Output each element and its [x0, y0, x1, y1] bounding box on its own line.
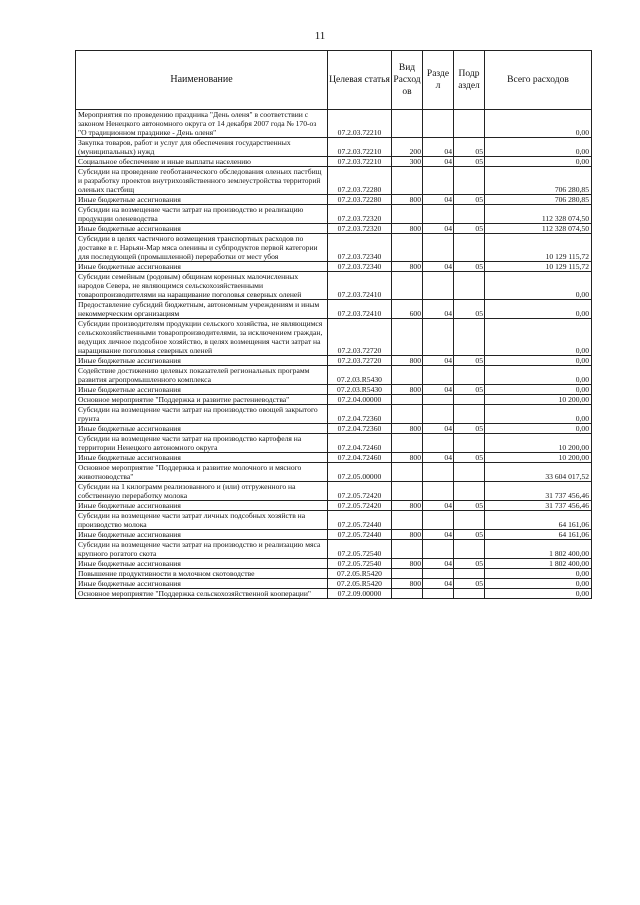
cell-target: 07.2.05.72420 — [328, 482, 392, 501]
cell-section — [423, 463, 454, 482]
cell-total: 64 161,06 — [485, 511, 592, 530]
cell-type: 200 — [392, 138, 423, 157]
cell-type — [392, 405, 423, 424]
table-row — [76, 501, 592, 511]
cell-target: 07.2.03.72320 — [328, 205, 392, 224]
cell-name: Субсидии производителям продукции сельского хозяйства, не являющимся сельскохозяйственными товаропроизводителями, за исключением граждан, ведущих личное подсобное хозяйство, в целях возмещения части затрат на наращивание поголовья северных оленей — [76, 319, 328, 356]
cell-target: 07.2.03.72280 — [328, 195, 392, 205]
cell-subsection: 05 — [454, 195, 485, 205]
cell-section: 04 — [423, 224, 454, 234]
cell-target: 07.2.03.72340 — [328, 234, 392, 262]
table-header-row — [76, 51, 592, 110]
cell-subsection: 05 — [454, 224, 485, 234]
cell-section: 04 — [423, 138, 454, 157]
cell-target: 07.2.04.00000 — [328, 395, 392, 405]
cell-target: 07.2.03.72410 — [328, 272, 392, 300]
table-row — [76, 395, 592, 405]
cell-name: Иные бюджетные ассигнования — [76, 262, 328, 272]
cell-name: Социальное обеспечение и иные выплаты населению — [76, 157, 328, 167]
cell-type: 800 — [392, 579, 423, 589]
cell-section: 04 — [423, 530, 454, 540]
table-row — [76, 530, 592, 540]
cell-subsection: 05 — [454, 262, 485, 272]
cell-type: 800 — [392, 224, 423, 234]
cell-target: 07.2.03.72320 — [328, 224, 392, 234]
cell-total: 0,00 — [485, 272, 592, 300]
cell-type — [392, 234, 423, 262]
table-row — [76, 157, 592, 167]
cell-target: 07.2.03.R5430 — [328, 366, 392, 385]
cell-subsection — [454, 272, 485, 300]
table-row — [76, 511, 592, 530]
cell-type: 800 — [392, 195, 423, 205]
cell-type: 800 — [392, 501, 423, 511]
cell-name: Субсидии семейным (родовым) общинам коренных малочисленных народов Севера, не являющимся сельскохозяйственными товаропроизводителями на наращивание поголовья северных оленей — [76, 272, 328, 300]
table-row — [76, 482, 592, 501]
cell-type: 800 — [392, 424, 423, 434]
table-row — [76, 463, 592, 482]
cell-subsection — [454, 511, 485, 530]
cell-target: 07.2.05.72440 — [328, 511, 392, 530]
table-row — [76, 569, 592, 579]
cell-total: 0,00 — [485, 110, 592, 138]
cell-name: Иные бюджетные ассигнования — [76, 385, 328, 395]
cell-section: 04 — [423, 501, 454, 511]
cell-target: 07.2.03.72720 — [328, 319, 392, 356]
cell-total: 31 737 456,46 — [485, 482, 592, 501]
cell-subsection — [454, 205, 485, 224]
cell-target: 07.2.05.R5420 — [328, 579, 392, 589]
cell-type — [392, 110, 423, 138]
cell-name: Иные бюджетные ассигнования — [76, 356, 328, 366]
cell-type — [392, 540, 423, 559]
cell-type — [392, 366, 423, 385]
cell-total: 10 200,00 — [485, 453, 592, 463]
header-subsection: Подр аздел — [454, 51, 485, 110]
cell-total: 706 280,85 — [485, 195, 592, 205]
cell-subsection — [454, 366, 485, 385]
cell-total: 10 129 115,72 — [485, 262, 592, 272]
cell-section — [423, 482, 454, 501]
cell-type — [392, 395, 423, 405]
header-section: Разде л — [423, 51, 454, 110]
cell-subsection — [454, 540, 485, 559]
cell-subsection — [454, 434, 485, 453]
cell-subsection: 05 — [454, 501, 485, 511]
table-row — [76, 356, 592, 366]
table-row — [76, 424, 592, 434]
cell-section — [423, 234, 454, 262]
table-row — [76, 234, 592, 262]
cell-section — [423, 205, 454, 224]
cell-type: 800 — [392, 262, 423, 272]
cell-type — [392, 569, 423, 579]
cell-name: Иные бюджетные ассигнования — [76, 501, 328, 511]
table-row — [76, 224, 592, 234]
cell-total: 33 604 017,52 — [485, 463, 592, 482]
cell-total: 0,00 — [485, 300, 592, 319]
cell-name: Иные бюджетные ассигнования — [76, 424, 328, 434]
cell-total: 10 200,00 — [485, 395, 592, 405]
cell-type — [392, 434, 423, 453]
cell-total: 0,00 — [485, 424, 592, 434]
cell-name: Субсидии на возмещение части затрат личных подсобных хозяйств на производство молока — [76, 511, 328, 530]
cell-name: Содействие достижению целевых показателей региональных программ развития агропромышленного комплекса — [76, 366, 328, 385]
cell-target: 07.2.03.72720 — [328, 356, 392, 366]
cell-total: 112 328 074,50 — [485, 205, 592, 224]
cell-type — [392, 482, 423, 501]
table-row — [76, 300, 592, 319]
cell-name: Иные бюджетные ассигнования — [76, 559, 328, 569]
header-type: Вид Расход ов — [392, 51, 423, 110]
cell-section: 04 — [423, 579, 454, 589]
cell-name: Иные бюджетные ассигнования — [76, 530, 328, 540]
table-row — [76, 110, 592, 138]
table-row — [76, 434, 592, 453]
cell-name: Иные бюджетные ассигнования — [76, 195, 328, 205]
cell-total: 0,00 — [485, 569, 592, 579]
cell-subsection — [454, 569, 485, 579]
cell-section: 04 — [423, 424, 454, 434]
cell-type — [392, 319, 423, 356]
cell-total: 0,00 — [485, 579, 592, 589]
table-row — [76, 319, 592, 356]
cell-target: 07.2.03.R5430 — [328, 385, 392, 395]
cell-type: 800 — [392, 530, 423, 540]
cell-total: 31 737 456,46 — [485, 501, 592, 511]
cell-section: 04 — [423, 385, 454, 395]
cell-type — [392, 167, 423, 195]
cell-section: 04 — [423, 157, 454, 167]
expenditure-table — [75, 50, 592, 599]
cell-target: 07.2.04.72460 — [328, 453, 392, 463]
cell-target: 07.2.09.00000 — [328, 589, 392, 599]
cell-section — [423, 366, 454, 385]
cell-target: 07.2.04.72460 — [328, 434, 392, 453]
cell-subsection: 05 — [454, 579, 485, 589]
cell-subsection: 05 — [454, 424, 485, 434]
cell-type — [392, 511, 423, 530]
cell-subsection: 05 — [454, 559, 485, 569]
cell-subsection — [454, 319, 485, 356]
cell-total: 1 802 400,00 — [485, 540, 592, 559]
cell-name: Субсидии на возмещение части затрат на производство картофеля на территории Ненецкого автономного округа — [76, 434, 328, 453]
cell-name: Основное мероприятие "Поддержка и развитие молочного и мясного животноводства" — [76, 463, 328, 482]
cell-total: 112 328 074,50 — [485, 224, 592, 234]
table-row — [76, 366, 592, 385]
cell-name: Предоставление субсидий бюджетным, автономным учреждениям и иным некоммерческим организациям — [76, 300, 328, 319]
table-row — [76, 167, 592, 195]
cell-subsection — [454, 463, 485, 482]
cell-subsection — [454, 405, 485, 424]
table-row — [76, 195, 592, 205]
cell-name: Субсидии на 1 килограмм реализованного и (или) отгруженного на собственную переработку молока — [76, 482, 328, 501]
table-row — [76, 385, 592, 395]
header-total: Всего расходов — [485, 51, 592, 110]
cell-type: 800 — [392, 356, 423, 366]
cell-subsection: 05 — [454, 530, 485, 540]
cell-target: 07.2.03.72340 — [328, 262, 392, 272]
table-row — [76, 579, 592, 589]
cell-name: Иные бюджетные ассигнования — [76, 224, 328, 234]
cell-target: 07.2.03.72210 — [328, 110, 392, 138]
cell-section: 04 — [423, 262, 454, 272]
cell-type — [392, 463, 423, 482]
cell-name: Закупка товаров, работ и услуг для обеспечения государственных (муниципальных) нужд — [76, 138, 328, 157]
cell-type: 800 — [392, 453, 423, 463]
cell-name: Субсидии на проведение геоботанического обследования оленьих пастбищ и разработку проектов внутрихозяйственного землеустройства территорий оленьих пастбищ — [76, 167, 328, 195]
header-target: Целевая статья — [328, 51, 392, 110]
cell-section: 04 — [423, 453, 454, 463]
cell-total: 0,00 — [485, 138, 592, 157]
cell-subsection — [454, 167, 485, 195]
cell-target: 07.2.03.72410 — [328, 300, 392, 319]
cell-total: 1 802 400,00 — [485, 559, 592, 569]
cell-subsection — [454, 234, 485, 262]
cell-name: Основное мероприятие "Поддержка сельскохозяйственной кооперации" — [76, 589, 328, 599]
table-row — [76, 405, 592, 424]
cell-section: 04 — [423, 300, 454, 319]
cell-target: 07.2.05.72540 — [328, 540, 392, 559]
cell-total: 706 280,85 — [485, 167, 592, 195]
table-row — [76, 453, 592, 463]
cell-target: 07.2.05.00000 — [328, 463, 392, 482]
table-row — [76, 205, 592, 224]
cell-target: 07.2.03.72280 — [328, 167, 392, 195]
cell-total: 0,00 — [485, 157, 592, 167]
cell-name: Мероприятия по проведению праздника "День оленя" в соответствии с законом Ненецкого автономного округа от 14 декабря 2007 года № 170-оз "О традиционном празднике - День оленя" — [76, 110, 328, 138]
cell-name: Повышение продуктивности в молочном скотоводстве — [76, 569, 328, 579]
cell-name: Основное мероприятие "Поддержка и развитие растениеводства" — [76, 395, 328, 405]
table-row — [76, 589, 592, 599]
cell-type: 600 — [392, 300, 423, 319]
cell-target: 07.2.05.72440 — [328, 530, 392, 540]
cell-section — [423, 319, 454, 356]
cell-section — [423, 589, 454, 599]
cell-total: 64 161,06 — [485, 530, 592, 540]
cell-name: Иные бюджетные ассигнования — [76, 579, 328, 589]
cell-section — [423, 110, 454, 138]
cell-target: 07.2.05.R5420 — [328, 569, 392, 579]
cell-name: Иные бюджетные ассигнования — [76, 453, 328, 463]
cell-section — [423, 395, 454, 405]
cell-total: 0,00 — [485, 366, 592, 385]
cell-section: 04 — [423, 559, 454, 569]
table-row — [76, 559, 592, 569]
table-row — [76, 272, 592, 300]
header-name: Наименование — [76, 51, 328, 110]
cell-subsection: 05 — [454, 453, 485, 463]
cell-target: 07.2.05.72540 — [328, 559, 392, 569]
cell-name: Субсидии на возмещение части затрат на производство и реализацию продукции оленеводства — [76, 205, 328, 224]
cell-subsection: 05 — [454, 356, 485, 366]
cell-section — [423, 167, 454, 195]
table-row — [76, 540, 592, 559]
cell-type — [392, 589, 423, 599]
cell-type: 800 — [392, 559, 423, 569]
cell-section — [423, 569, 454, 579]
cell-section — [423, 272, 454, 300]
cell-name: Субсидии на возмещение части затрат на производство овощей закрытого грунта — [76, 405, 328, 424]
cell-section — [423, 540, 454, 559]
cell-subsection: 05 — [454, 138, 485, 157]
cell-target: 07.2.03.72210 — [328, 138, 392, 157]
cell-type: 800 — [392, 385, 423, 395]
cell-total: 10 129 115,72 — [485, 234, 592, 262]
cell-section — [423, 511, 454, 530]
cell-subsection — [454, 589, 485, 599]
table-row — [76, 262, 592, 272]
cell-total: 0,00 — [485, 319, 592, 356]
cell-subsection — [454, 110, 485, 138]
cell-total: 10 200,00 — [485, 434, 592, 453]
cell-subsection — [454, 395, 485, 405]
cell-section: 04 — [423, 195, 454, 205]
cell-subsection: 05 — [454, 385, 485, 395]
cell-type: 300 — [392, 157, 423, 167]
cell-type — [392, 205, 423, 224]
page-number: 11 — [314, 30, 326, 42]
cell-subsection: 05 — [454, 157, 485, 167]
cell-total: 0,00 — [485, 405, 592, 424]
cell-target: 07.2.04.72360 — [328, 405, 392, 424]
cell-subsection — [454, 482, 485, 501]
cell-subsection: 05 — [454, 300, 485, 319]
cell-total: 0,00 — [485, 385, 592, 395]
cell-section: 04 — [423, 356, 454, 366]
cell-total: 0,00 — [485, 589, 592, 599]
cell-name: Субсидии на возмещение части затрат на производство и реализацию мяса крупного рогатого скота — [76, 540, 328, 559]
cell-target: 07.2.04.72360 — [328, 424, 392, 434]
table-row — [76, 138, 592, 157]
cell-name: Субсидии в целях частичного возмещения транспортных расходов по доставке в г. Нарьян-Мар мяса оленины и субпродуктов первой категории для последующей (промышленной) переработки от мест убоя — [76, 234, 328, 262]
cell-target: 07.2.03.72210 — [328, 157, 392, 167]
cell-section — [423, 434, 454, 453]
cell-type — [392, 272, 423, 300]
cell-target: 07.2.05.72420 — [328, 501, 392, 511]
cell-total: 0,00 — [485, 356, 592, 366]
cell-section — [423, 405, 454, 424]
